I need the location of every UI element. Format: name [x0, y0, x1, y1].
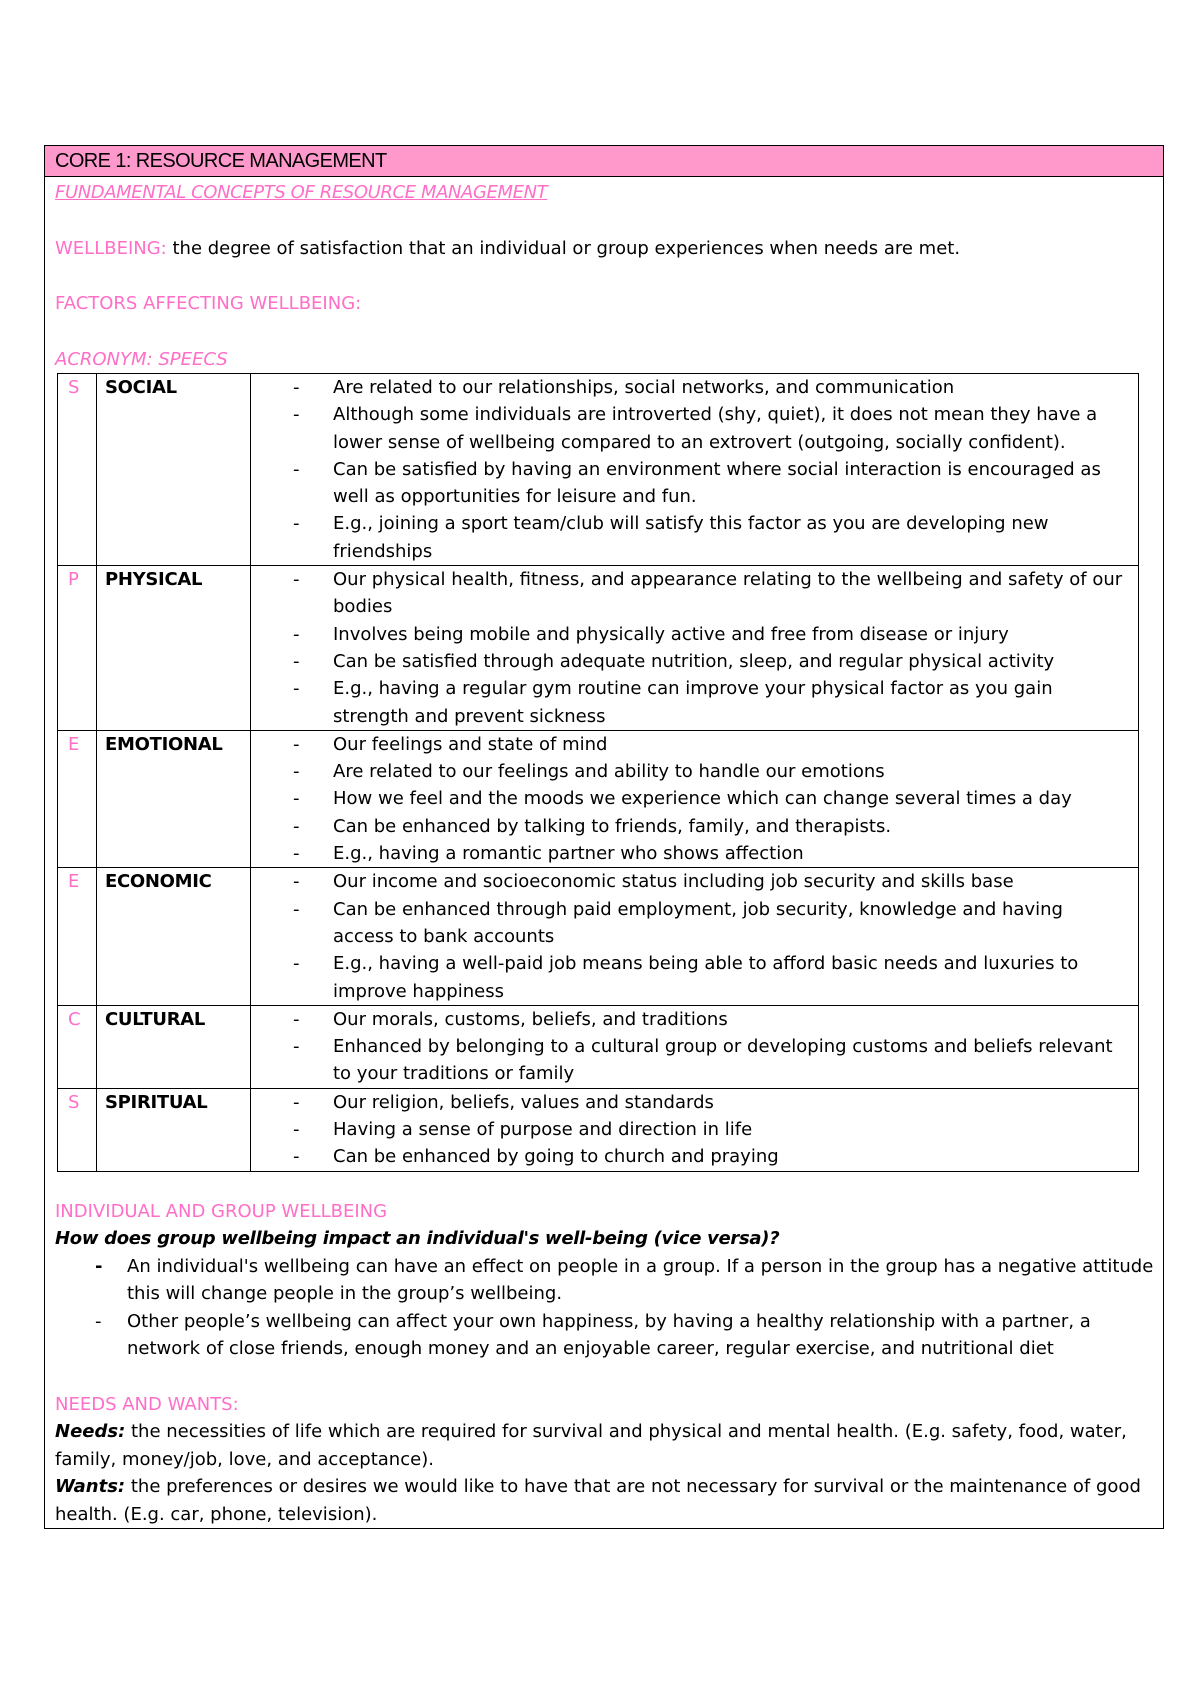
- wants-text: the preferences or desires we would like to have that are not necessary for survival or the maintenance of good health. (E.g. car, phone, television).: [55, 1476, 1141, 1525]
- list-item: - Our morals, customs, beliefs, and traditions: [293, 1006, 1128, 1033]
- factor-row-physical: [58, 566, 1139, 731]
- needs-term: Needs:: [55, 1421, 126, 1443]
- list-item: - Can be satisfied by having an environment where social interaction is encouraged as well as opportunities for leisure and fun.: [293, 456, 1128, 511]
- wellbeing-definition: [55, 235, 1155, 263]
- factor-points: [293, 1089, 1128, 1171]
- list-item: - Are related to our feelings and ability to handle our emotions: [293, 758, 1128, 785]
- factor-description: [251, 566, 1139, 731]
- list-item: - Can be enhanced through paid employment, job security, knowledge and having access to bank accounts: [293, 896, 1128, 951]
- factor-points: [293, 374, 1128, 565]
- wants-definition: [55, 1473, 1155, 1528]
- page-title: CORE 1: RESOURCE MANAGEMENT: [45, 146, 1163, 177]
- factor-letter: S: [58, 1088, 97, 1171]
- list-item: - Our religion, beliefs, values and standards: [293, 1089, 1128, 1116]
- factor-description: [251, 1088, 1139, 1171]
- list-item: - E.g., joining a sport team/club will satisfy this factor as you are developing new friendships: [293, 510, 1128, 565]
- acronym-heading: ACRONYM: SPEECS: [55, 348, 228, 370]
- factor-description: [251, 374, 1139, 566]
- factor-name: ECONOMIC: [97, 868, 251, 1005]
- factor-letter: S: [58, 374, 97, 566]
- group-points: [55, 1253, 1155, 1363]
- list-item: - Involves being mobile and physically active and free from disease or injury: [293, 621, 1128, 648]
- list-item: - Our feelings and state of mind: [293, 731, 1128, 758]
- section-subtitle: FUNDAMENTAL CONCEPTS OF RESOURCE MANAGEMENT: [55, 182, 548, 203]
- list-item: - Can be satisfied through adequate nutrition, sleep, and regular physical activity: [293, 648, 1128, 675]
- wellbeing-text: the degree of satisfaction that an individual or group experiences when needs are met.: [166, 237, 961, 259]
- list-item: - Having a sense of purpose and direction in life: [293, 1116, 1128, 1143]
- notes-content: [45, 179, 1163, 1528]
- factor-name: SPIRITUAL: [97, 1088, 251, 1171]
- factor-name: CULTURAL: [97, 1005, 251, 1088]
- factor-points: [293, 868, 1128, 1004]
- factor-letter: C: [58, 1005, 97, 1088]
- list-item: - Other people’s wellbeing can affect your own happiness, by having a healthy relationship with a partner, a network of close friends, enough money and an enjoyable career, regular exercise, and nutritional diet: [95, 1308, 1155, 1363]
- factor-name: EMOTIONAL: [97, 730, 251, 867]
- list-item: - Can be enhanced by talking to friends, family, and therapists.: [293, 813, 1128, 840]
- needs-text: the necessities of life which are required for survival and physical and mental health. (E.g. safety, food, water, family, money/job, love, and acceptance).: [55, 1421, 1127, 1470]
- list-item: - E.g., having a well-paid job means being able to afford basic needs and luxuries to improve happiness: [293, 950, 1128, 1005]
- list-item: - An individual's wellbeing can have an effect on people in a group. If a person in the group has a negative attitude this will change people in the group’s wellbeing.: [95, 1253, 1155, 1308]
- group-question: How does group wellbeing impact an individual's well-being (vice versa)?: [55, 1228, 780, 1250]
- needs-wants-heading: NEEDS AND WANTS:: [55, 1393, 239, 1415]
- factor-description: [251, 868, 1139, 1005]
- wellbeing-term: WELLBEING:: [55, 237, 167, 259]
- list-item: - E.g., having a romantic partner who shows affection: [293, 840, 1128, 867]
- factor-row-economic: [58, 868, 1139, 1005]
- needs-definition: [55, 1418, 1155, 1473]
- factor-points: [293, 1006, 1128, 1088]
- list-item: - Although some individuals are introverted (shy, quiet), it does not mean they have a lower sense of wellbeing compared to an extrovert (outgoing, socially confident).: [293, 401, 1128, 456]
- factor-description: [251, 730, 1139, 867]
- list-item: - Can be enhanced by going to church and praying: [293, 1143, 1128, 1170]
- list-item: - Our income and socioeconomic status including job security and skills base: [293, 868, 1128, 895]
- wants-term: Wants:: [55, 1476, 126, 1498]
- factor-letter: E: [58, 730, 97, 867]
- factor-row-spiritual: [58, 1088, 1139, 1171]
- list-item: - Are related to our relationships, social networks, and communication: [293, 374, 1128, 401]
- factor-row-cultural: [58, 1005, 1139, 1088]
- factor-name: SOCIAL: [97, 374, 251, 566]
- factor-points: [293, 731, 1128, 867]
- group-heading: INDIVIDUAL AND GROUP WELLBEING: [55, 1200, 388, 1222]
- factor-points: [293, 566, 1128, 730]
- factor-letter: E: [58, 868, 97, 1005]
- list-item: - How we feel and the moods we experience which can change several times a day: [293, 785, 1128, 812]
- factor-name: PHYSICAL: [97, 566, 251, 731]
- speecs-table: [57, 373, 1139, 1172]
- list-item: - Enhanced by belonging to a cultural group or developing customs and beliefs relevant to your traditions or family: [293, 1033, 1128, 1088]
- factor-letter: P: [58, 566, 97, 731]
- factors-heading: FACTORS AFFECTING WELLBEING:: [55, 293, 362, 314]
- list-item: - E.g., having a regular gym routine can improve your physical factor as you gain strength and prevent sickness: [293, 675, 1128, 730]
- factor-row-social: [58, 374, 1139, 566]
- factor-row-emotional: [58, 730, 1139, 867]
- factor-description: [251, 1005, 1139, 1088]
- notes-box: [44, 145, 1164, 1529]
- list-item: - Our physical health, fitness, and appearance relating to the wellbeing and safety of our bodies: [293, 566, 1128, 621]
